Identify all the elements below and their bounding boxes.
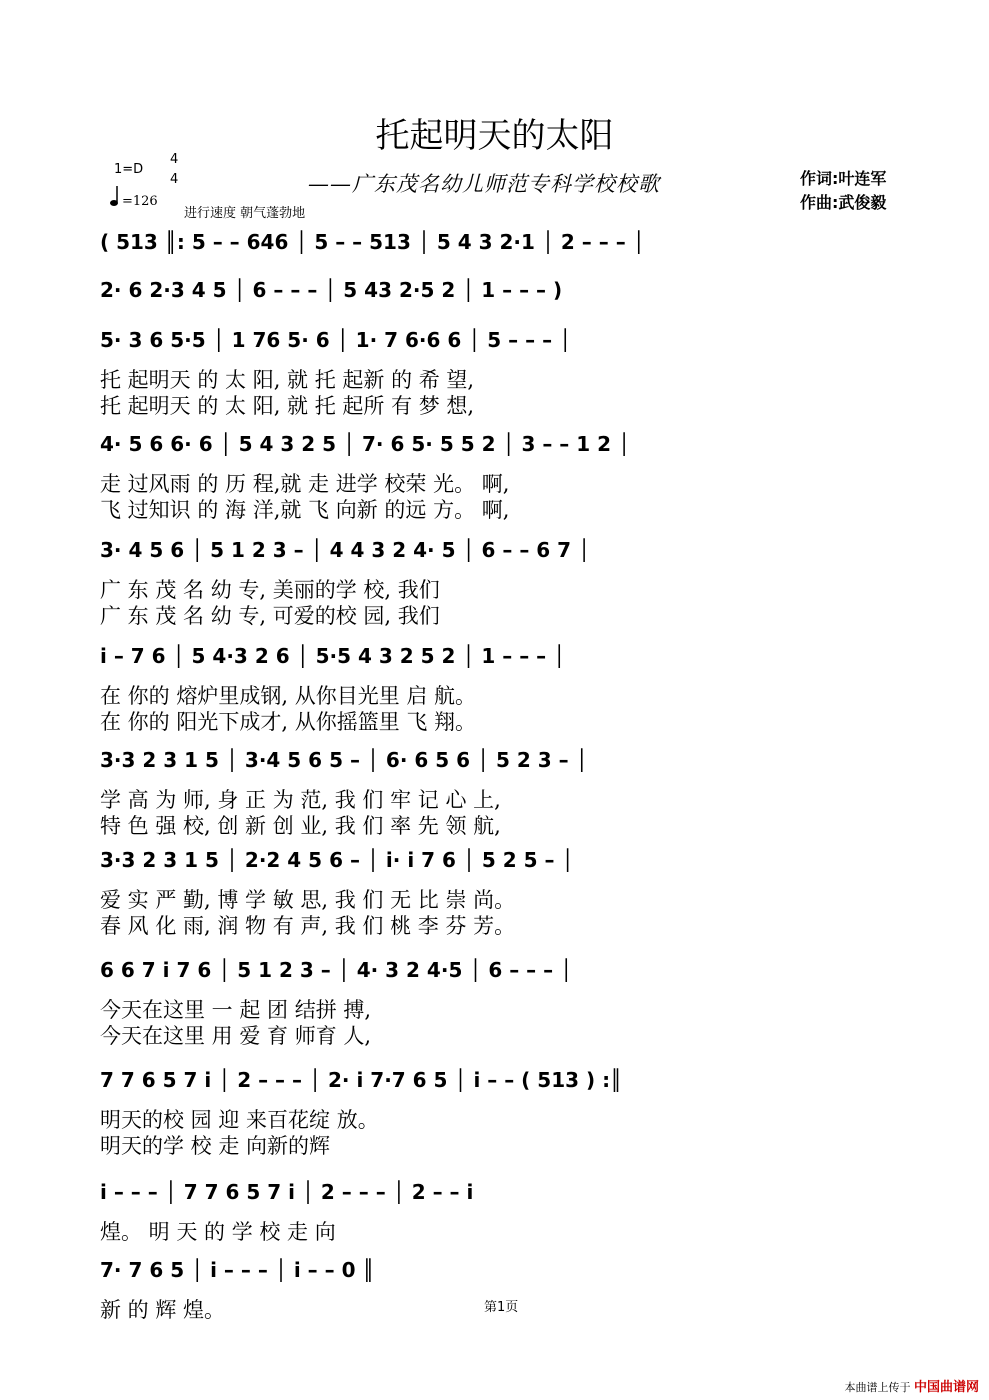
notation-line-7: 3·3 2 3 1 5 │ 3·4 5 6 5 – │ 6· 6 5 6 │ 5 2 3 – │ [100, 748, 588, 772]
lyric-line-7-1: 学 高 为 师, 身 正 为 范, 我 们 牢 记 心 上, [100, 788, 501, 812]
notation-line-5: 3· 4 5 6 │ 5 1 2 3 – │ 4 4 3 2 4· 5 │ 6 – – 6 7 │ [100, 538, 591, 562]
lyric-line-10-2: 明天的学 校 走 向新的辉 [100, 1134, 331, 1158]
lyric-line-5-2: 广 东 茂 名 幼 专, 可爱的校 园, 我们 [100, 604, 440, 628]
lyric-line-4-1: 走 过风雨 的 历 程,就 走 进学 校荣 光。 啊, [100, 472, 510, 496]
footer-text: 本曲谱上传于 [844, 1381, 911, 1394]
lyric-line-5-1: 广 东 茂 名 幼 专, 美丽的学 校, 我们 [100, 578, 440, 602]
song-title: 托起明天的太阳 [375, 116, 614, 156]
lyric-line-3-1: 托 起明天 的 太 阳, 就 托 起新 的 希 望, [100, 368, 475, 392]
notation-line-4: 4· 5 6 6· 6 │ 5 4 3 2 5 │ 7· 6 5· 5 5 2 │ 3 – – 1 2 │ [100, 432, 631, 456]
lyric-line-3-2: 托 起明天 的 太 阳, 就 托 起所 有 梦 想, [100, 394, 475, 418]
quarter-note-icon [110, 184, 120, 208]
lyricist: 作词:叶连军 [800, 169, 887, 188]
notation-line-3: 5· 3 6 5·5 │ 1 76 5· 6 │ 1· 7 6·6 6 │ 5 – – – │ [100, 328, 572, 352]
lyric-line-10-1: 明天的校 园 迎 来百花绽 放。 [100, 1108, 379, 1132]
lyric-line-4-2: 飞 过知识 的 海 洋,就 飞 向新 的远 方。 啊, [100, 498, 510, 522]
footer [844, 1376, 979, 1395]
subtitle: ——广东茂名幼儿师范专科学校校歌 [308, 172, 660, 196]
notation-line-1: ( 513 ║: 5 – – 646 │ 5 – – 513 │ 5 4 3 2·1 │ 2 – – – │ [100, 230, 645, 254]
lyric-line-12-1: 新 的 辉 煌。 [100, 1298, 226, 1322]
lyric-line-6-1: 在 你的 熔炉里成钢, 从你目光里 启 航。 [100, 684, 477, 708]
notation-line-12: 7· 7 6 5 │ i – – – │ i – – 0 ║ [100, 1258, 375, 1282]
lyric-line-8-1: 爱 实 严 勤, 博 学 敏 思, 我 们 无 比 崇 尚。 [100, 888, 516, 912]
time-signature-top: 4 [170, 152, 179, 167]
time-signature-bottom: 4 [170, 172, 179, 187]
composer: 作曲:武俊毅 [800, 193, 887, 212]
lyric-line-11-1: 煌。 明 天 的 学 校 走 向 [100, 1220, 336, 1244]
tempo-text: 进行速度 朝气蓬勃地 [184, 206, 306, 221]
footer-brand: 中国曲谱网 [913, 1380, 979, 1395]
lyric-line-7-2: 特 色 强 校, 创 新 创 业, 我 们 率 先 领 航, [100, 814, 501, 838]
notation-line-2: 2· 6 2·3 4 5 │ 6 – – – │ 5 43 2·5 2 │ 1 – – – ) [100, 278, 563, 302]
notation-line-10: 7 7 6 5 7 i │ 2 – – – │ 2· i 7·7 6 5 │ i – – ( 513 ) :║ [100, 1068, 623, 1092]
notation-line-9: 6 6 7 i 7 6 │ 5 1 2 3 – │ 4· 3 2 4·5 │ 6 – – – │ [100, 958, 573, 982]
notation-line-6: i – 7 6 │ 5 4·3 2 6 │ 5·5 4 3 2 5 2 │ 1 – – – │ [100, 644, 566, 668]
lyric-line-9-2: 今天在这里 用 爱 育 师育 人, [100, 1024, 372, 1048]
lyric-line-9-1: 今天在这里 一 起 团 结拼 搏, [100, 998, 372, 1022]
notation-line-11: i – – – │ 7 7 6 5 7 i │ 2 – – – │ 2 – – i [100, 1180, 474, 1204]
page-number: 第1页 [484, 1300, 519, 1315]
tempo-mark: =126 [122, 194, 158, 209]
lyric-line-8-2: 春 风 化 雨, 润 物 有 声, 我 们 桃 李 芬 芳。 [100, 914, 516, 938]
lyric-line-6-2: 在 你的 阳光下成才, 从你摇篮里 飞 翔。 [100, 710, 477, 734]
key-signature: 1=D [114, 162, 144, 177]
notation-line-8: 3·3 2 3 1 5 │ 2·2 4 5 6 – │ i· i 7 6 │ 5 2 5 – │ [100, 848, 574, 872]
